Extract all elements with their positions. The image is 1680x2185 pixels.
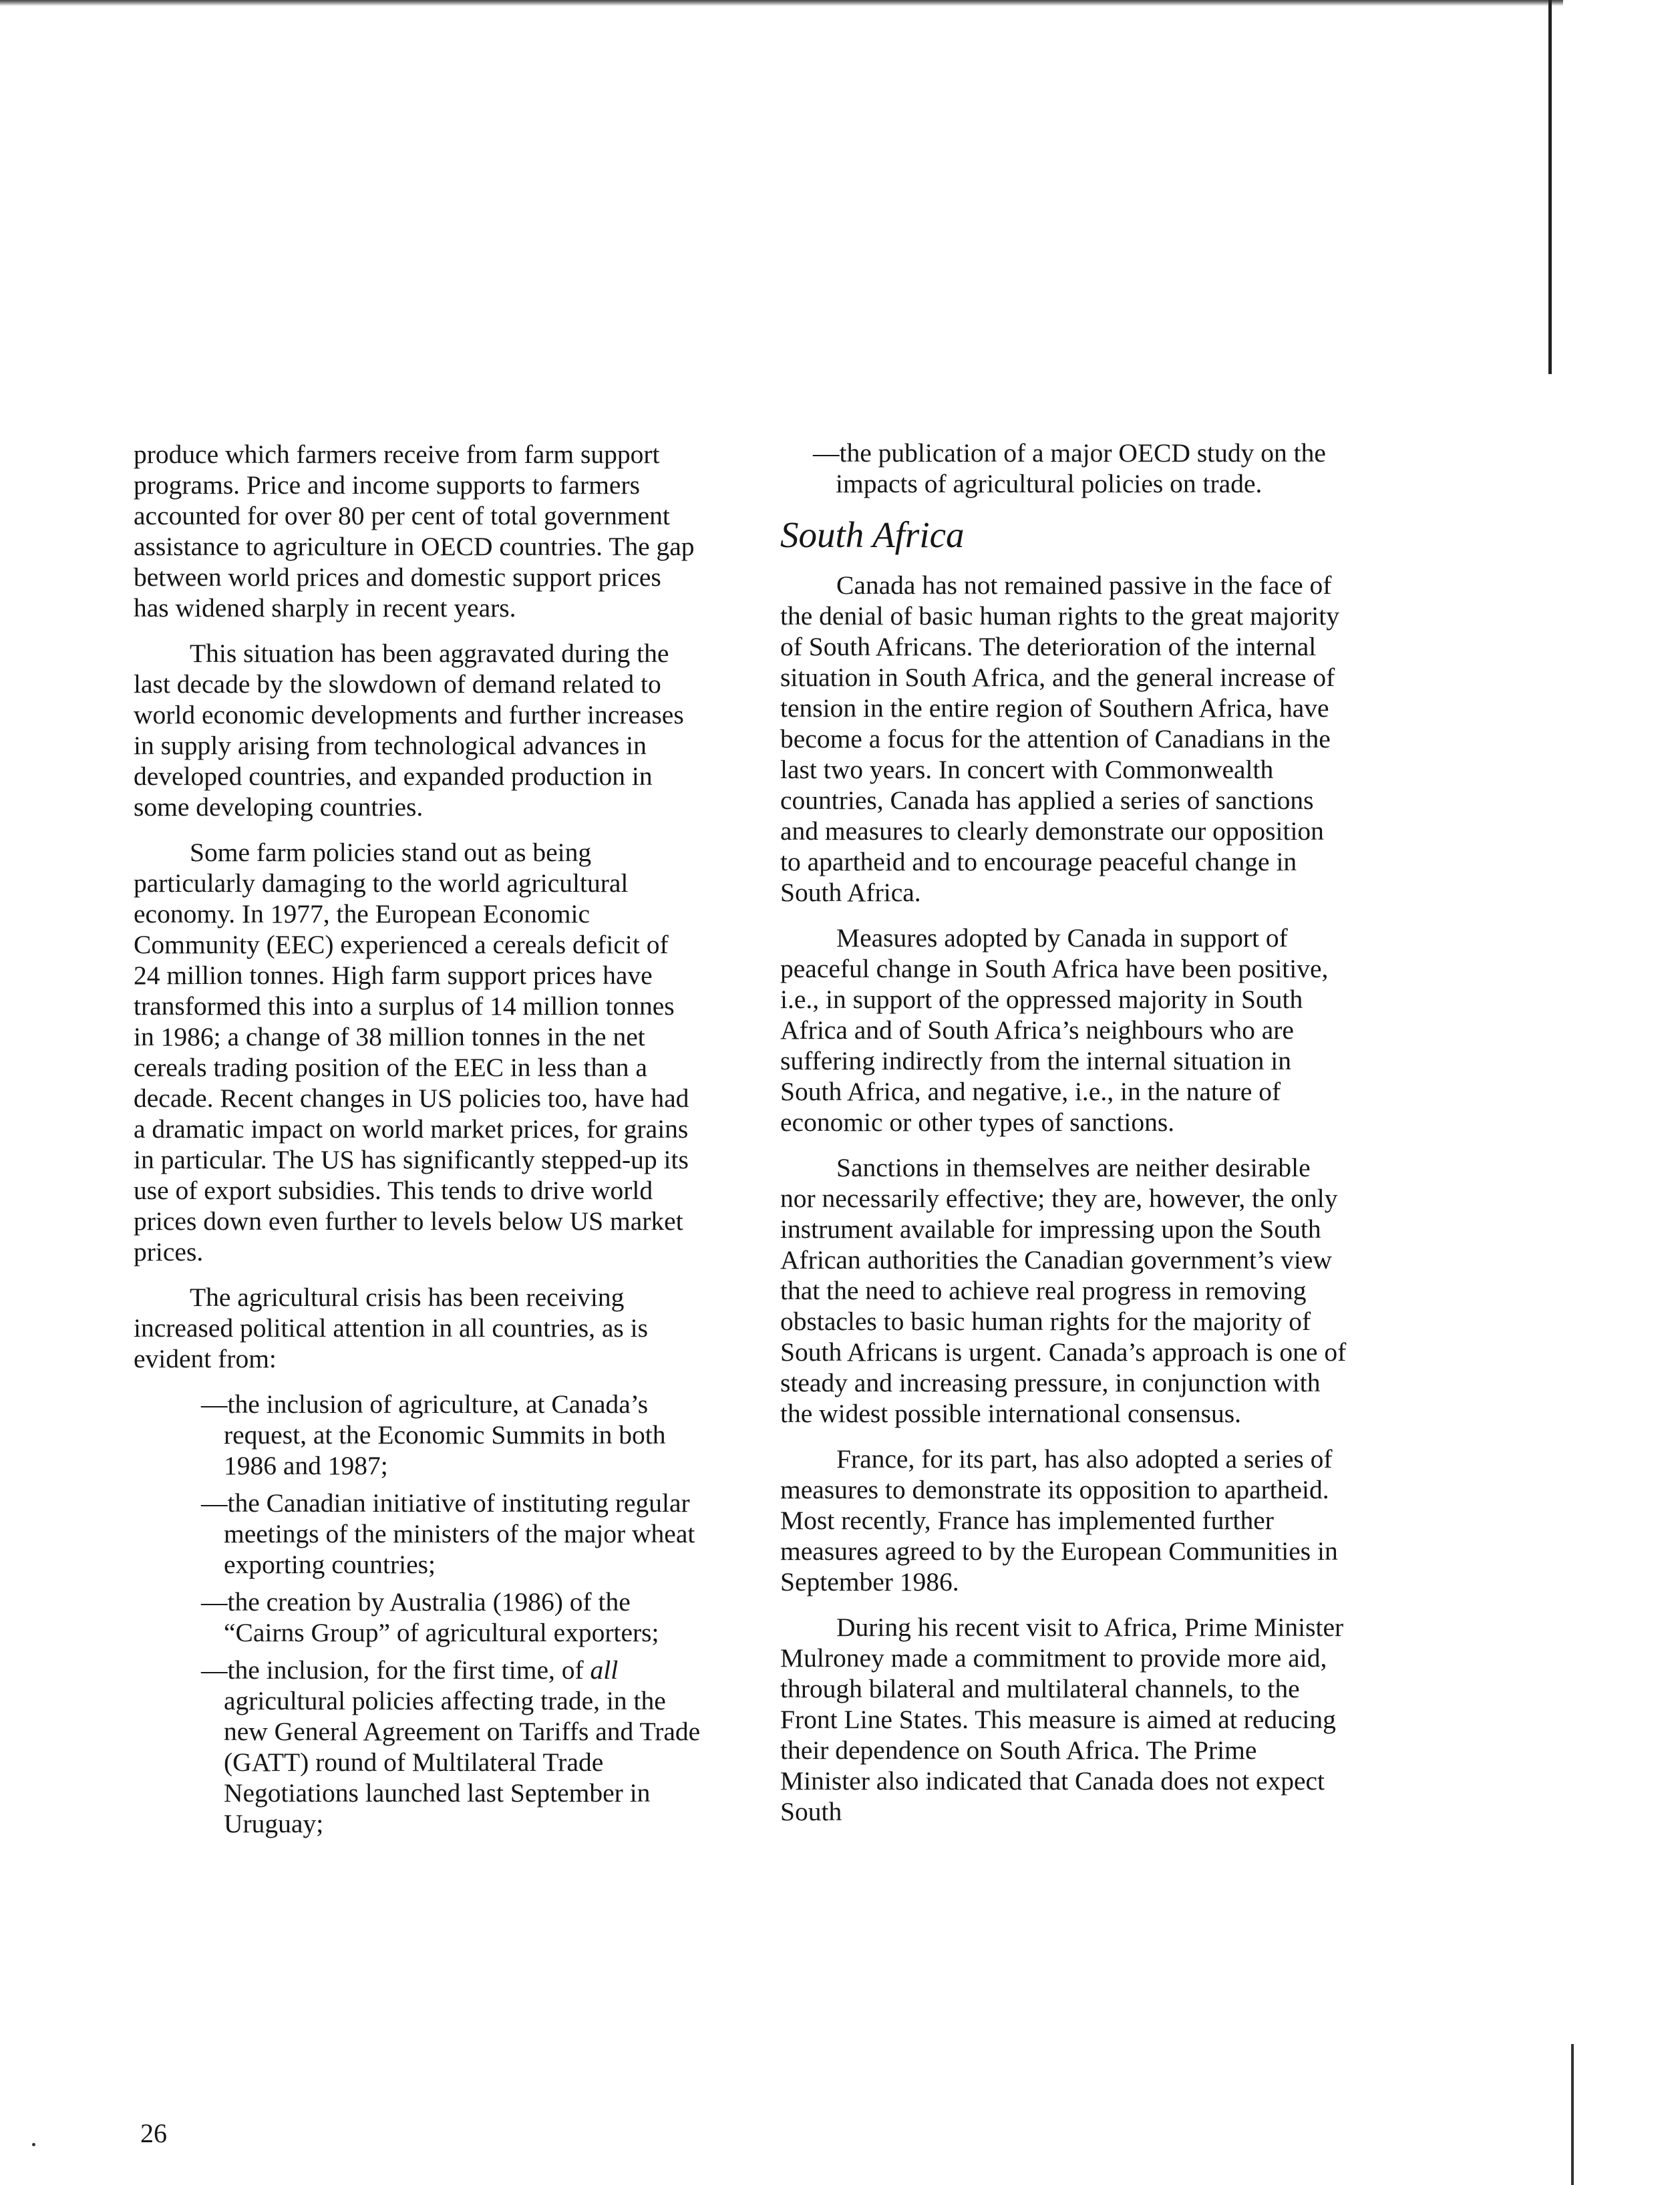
list-item	[134, 1655, 701, 1839]
list-item: —the publication of a major OECD study on the impacts of agricultural policies on trade.	[813, 438, 1326, 498]
left-column	[134, 439, 701, 1854]
page-number: 26	[140, 2118, 167, 2148]
body-paragraph: Some farm policies stand out as being particularly damaging to the world agricultural economy. In 1977, the European Economic Community (EEC) experienced a cereals deficit of 24 million tonnes. High farm support prices have transformed this into a surplus of 14 million tonnes in 1986; a change of 38 million tonnes in the net cereals trading position of the EEC in less than a decade. Recent changes in US policies too, have had a dramatic impact on world market prices, for grains in particular. The US has significantly stepped-up its use of export subsidies. This tends to drive world prices down even further to levels below US market prices.	[134, 838, 689, 1267]
scan-right-edge	[1548, 0, 1552, 374]
right-column	[780, 438, 1348, 1842]
continuation-paragraph: produce which farmers receive from farm support programs. Price and income supports to farmers accounted for over 80 per cent of total government assistance to agriculture in OECD countries. The gap between world prices and domestic support prices has widened sharply in recent years.	[134, 440, 695, 623]
evidence-list	[134, 1389, 701, 1839]
list-item-text: agricultural policies affecting trade, in the new General Agreement on Tariffs and Trade (GATT) round of Multilateral Trade Negotiations launched last September in Uruguay;	[224, 1686, 701, 1838]
body-paragraph: France, for its part, has also adopted a series of measures to demonstrate its opposition to apartheid. Most recently, France has implemented further measures agreed to by the European Communities in September 1986.	[780, 1444, 1338, 1596]
scan-right-edge-lower	[1571, 2044, 1574, 2185]
evidence-list-continued	[780, 438, 1348, 499]
body-paragraph: The agricultural crisis has been receiving increased political attention in all countries, as is evident from:	[134, 1283, 649, 1373]
body-paragraph: Measures adopted by Canada in support of peaceful change in South Africa have been positive, i.e., in support of the oppressed majority in South Africa and of South Africa’s neighbours who are suffering indirectly from the internal situation in South Africa, and negative, i.e., in the nature of economic or other types of sanctions.	[780, 923, 1329, 1137]
scan-speck	[32, 2143, 35, 2146]
list-item: —the creation by Australia (1986) of the “Cairns Group” of agricultural exporters;	[201, 1587, 659, 1647]
body-paragraph: This situation has been aggravated during the last decade by the slowdown of demand related to world economic developments and further increases in supply arising from technological advances in developed countries, and expanded production in some developing countries.	[134, 639, 684, 822]
body-paragraph: During his recent visit to Africa, Prime Minister Mulroney made a commitment to provide more aid, through bilateral and multilateral channels, to the Front Line States. This measure is aimed at reducing their dependence on South Africa. The Prime Minister also indicated that Canada does not expect South	[780, 1613, 1344, 1826]
list-item: —the inclusion of agriculture, at Canada’s request, at the Economic Summits in both 1986 and 1987;	[201, 1389, 666, 1480]
body-paragraph: Sanctions in themselves are neither desirable nor necessarily effective; they are, however, the only instrument available for impressing upon the South African authorities the Canadian government’s view that the need to achieve real progress in removing obstacles to basic human rights for the majority of South Africans is urgent. Canada’s approach is one of steady and increasing pressure, in conjunction with the widest possible international consensus.	[780, 1153, 1347, 1428]
scan-top-edge	[0, 0, 1563, 6]
list-item-emphasis: all	[590, 1655, 619, 1685]
section-heading: South Africa	[780, 514, 965, 555]
body-paragraph: Canada has not remained passive in the face of the denial of basic human rights to the great majority of South Africans. The deterioration of the internal situation in South Africa, and the general increase of tension in the entire region of Southern Africa, have become a focus for the attention of Canadians in the last two years. In concert with Commonwealth countries, Canada has applied a series of sanctions and measures to clearly demonstrate our opposition to apartheid and to encourage peaceful change in South Africa.	[780, 570, 1339, 907]
list-item: —the Canadian initiative of instituting regular meetings of the ministers of the major wheat exporting countries;	[201, 1488, 695, 1579]
list-item-text: —the inclusion, for the first time, of	[201, 1655, 591, 1685]
